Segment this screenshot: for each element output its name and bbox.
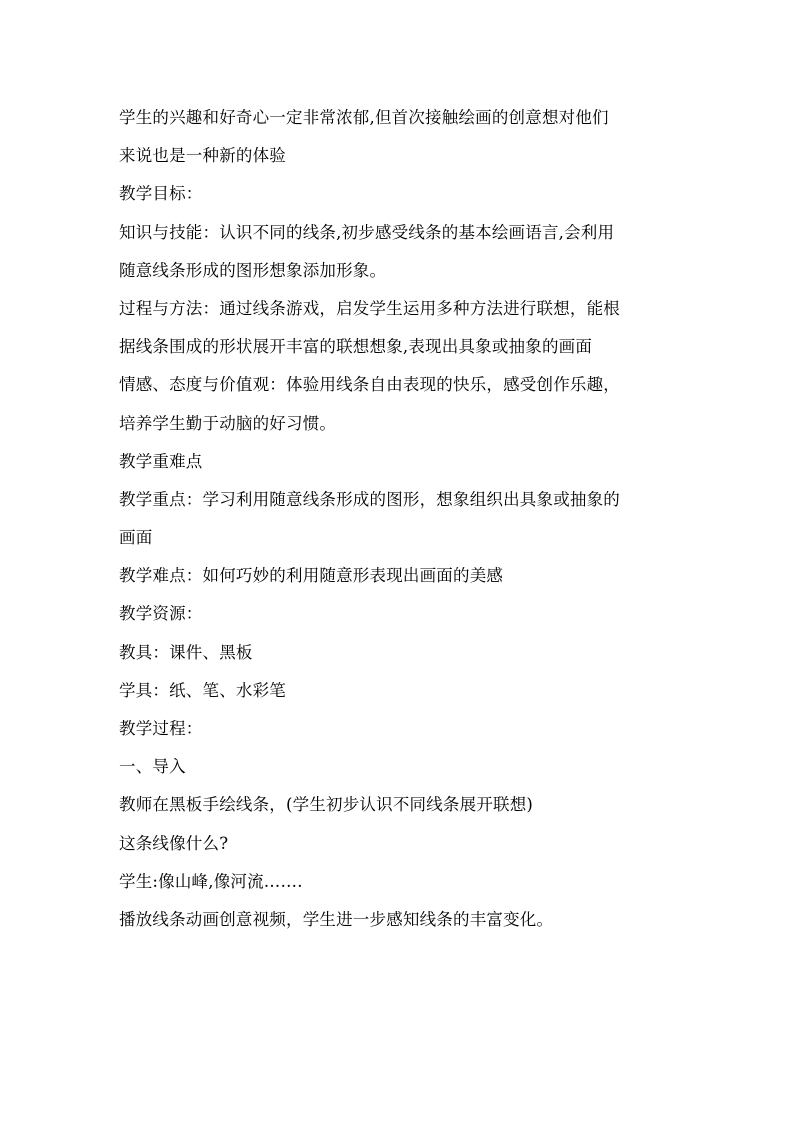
text-line: 教学重点：学习利用随意线条形成的图形，想象组织出具象或抽象的 (119, 489, 620, 509)
text-line: 教学难点：如何巧妙的利用随意形表现出画面的美感 (119, 566, 504, 586)
text-line: 画面 (119, 528, 153, 548)
text-line: 培养学生勤于动脑的好习惯。 (119, 413, 337, 433)
text-line: 知识与技能：认识不同的线条,初步感受线条的基本绘画语言,会利用 (119, 222, 615, 242)
text-line: 播放线条动画创意视频，学生进一步感知线条的丰富变化。 (119, 909, 554, 929)
text-line: 随意线条形成的图形想象添加形象。 (119, 260, 387, 280)
document-body (119, 99, 684, 939)
section-heading: 一、导入 (119, 757, 186, 777)
text-line: 据线条围成的形状展开丰富的联想想象,表现出具象或抽象的画面 (119, 337, 593, 357)
text-line: 这条线像什么? (119, 833, 229, 853)
text-line: 教具：课件、黑板 (119, 642, 253, 662)
text-line: 教师在黑板手绘线条，(学生初步认识不同线条展开联想) (119, 795, 534, 815)
section-heading: 教学过程： (119, 719, 203, 738)
text-line: 学具：纸、笔、水彩笔 (119, 680, 286, 700)
section-heading: 教学资源： (119, 604, 203, 624)
section-heading: 教学重难点 (119, 451, 203, 471)
text-line: 学生:像山峰,像河流……. (119, 871, 303, 891)
section-heading: 教学目标： (119, 184, 203, 204)
text-line: 过程与方法：通过线条游戏，启发学生运用多种方法进行联想，能根 (119, 298, 620, 318)
text-line: 学生的兴趣和好奇心一定非常浓郁,但首次接触绘画的创意想对他们 (119, 108, 609, 127)
text-line: 情感、态度与价值观：体验用线条自由表现的快乐，感受创作乐趣， (119, 375, 620, 395)
text-line: 来说也是一种新的体验 (119, 146, 286, 166)
